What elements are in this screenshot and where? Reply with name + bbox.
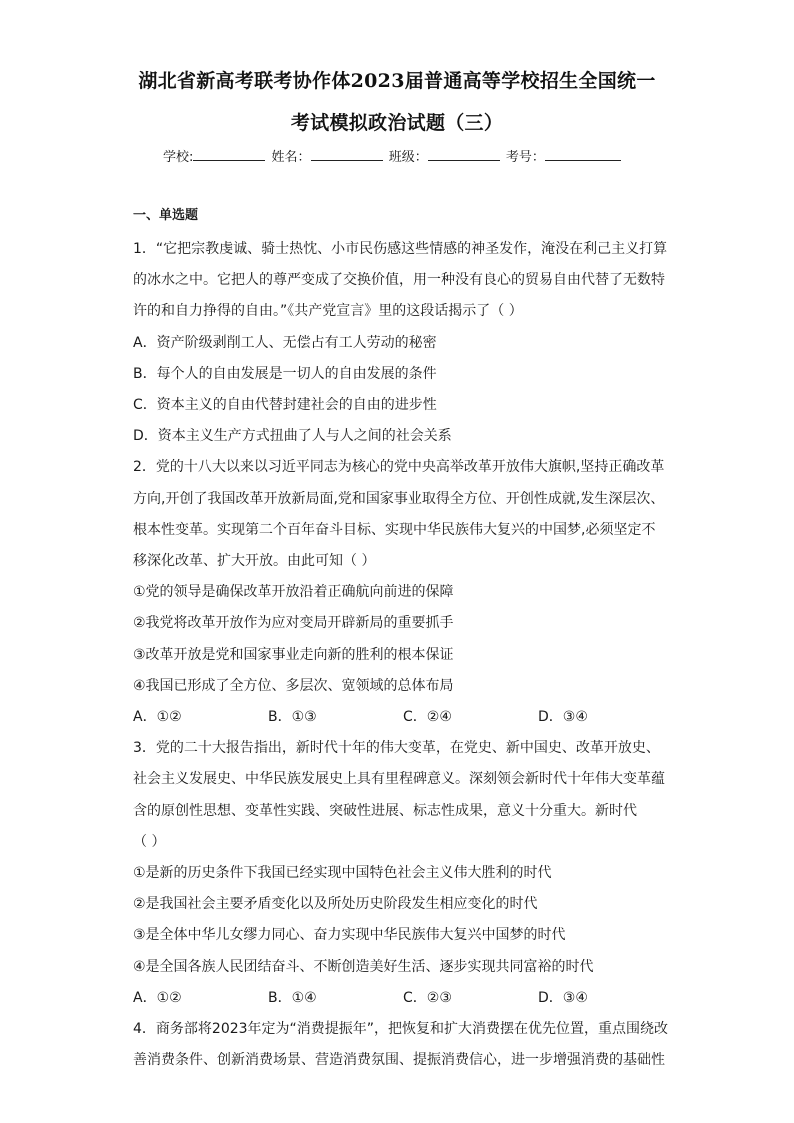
option-d: D．③④ <box>538 709 588 726</box>
statement-item: ③改革开放是党和国家事业走向新的胜利的根本保证 <box>133 646 454 663</box>
option-d: D．③④ <box>538 989 588 1006</box>
question-text: 2．党的十八大以来以习近平同志为核心的党中央高举改革开放伟大旗帜,坚持正确改革 <box>133 459 665 476</box>
option-b: B．每个人的自由发展是一切人的自由发展的条件 <box>133 365 437 382</box>
school-label: 学校: <box>163 150 194 165</box>
question-text: 移深化改革、扩大开放。由此可知（ ） <box>133 553 376 570</box>
statement-item: ④是全国各族人民团结奋斗、不断创造美好生活、逐步实现共同富裕的时代 <box>133 958 594 975</box>
option-c: C．②④ <box>403 709 452 726</box>
question-text: 3．党的二十大报告指出，新时代十年的伟大变革，在党史、新中国史、改革开放史、 <box>133 740 660 757</box>
class-blank[interactable] <box>428 148 500 161</box>
option-a: A．①② <box>133 709 182 726</box>
question-text: 4．商务部将2023年定为“消费提振年”，把恢复和扩大消费摆在优先位置，重点围绕改 <box>133 1021 669 1038</box>
question-text: 1．“它把宗教虔诚、骑士热忱、小市民伤感这些情感的神圣发作，淹没在利己主义打算 <box>133 241 668 257</box>
question-1 <box>133 234 673 452</box>
statement-item: ④我国已形成了全方位、多层次、宽领域的总体布局 <box>133 677 454 694</box>
name-blank[interactable] <box>311 148 383 161</box>
question-text: 社会主义发展史、中华民族发展史上具有里程碑意义。深刻领会新时代十年伟大变革蕴 <box>133 771 665 788</box>
question-2 <box>133 452 673 733</box>
statement-item: ②是我国社会主要矛盾变化以及所处历史阶段发生相应变化的时代 <box>133 896 538 913</box>
option-a: A．资产阶级剥削工人、无偿占有工人劳动的秘密 <box>133 334 437 351</box>
name-label: 姓名： <box>271 150 311 165</box>
section-heading: 一、单选题 <box>133 208 199 223</box>
exam-title-line2: 考试模拟政治试题（三） <box>290 112 504 134</box>
option-b: B．①③ <box>268 709 317 726</box>
statement-item: ①党的领导是确保改革开放沿着正确航向前进的保障 <box>133 584 454 601</box>
option-c: C．②③ <box>403 989 452 1006</box>
options-row <box>133 983 673 1014</box>
statement-item: ②我党将改革开放作为应对变局开辟新局的重要抓手 <box>133 615 454 632</box>
option-d: D．资本主义生产方式扭曲了人与人之间的社会关系 <box>133 428 452 445</box>
student-info-row <box>163 146 623 165</box>
question-text: 善消费条件、创新消费场景、营造消费氛围、提振消费信心，进一步增强消费的基础性 <box>133 1052 665 1069</box>
question-3 <box>133 733 673 1014</box>
question-text: 根本性变革。实现第二个百年奋斗目标、实现中华民族伟大复兴的中国梦,必须坚定不 <box>133 521 656 538</box>
option-b: B．①④ <box>268 989 317 1006</box>
question-text: 方向,开创了我国改革开放新局面,党和国家事业取得全方位、开创性成就,发生深层次、 <box>133 490 665 507</box>
question-4 <box>133 1014 673 1076</box>
statement-item: ③是全体中华儿女缪力同心、奋力实现中华民族伟大复兴中国梦的时代 <box>133 927 566 944</box>
statement-item: ①是新的历史条件下我国已经实现中国特色社会主义伟大胜利的时代 <box>133 865 552 882</box>
option-a: A．①② <box>133 989 182 1006</box>
options-row <box>133 702 673 733</box>
school-blank[interactable] <box>193 148 265 161</box>
id-blank[interactable] <box>545 148 621 161</box>
question-text: 含的原创性思想、变革性实践、突破性进展、标志性成果，意义十分重大。新时代 <box>133 802 637 819</box>
id-label: 考号： <box>505 150 545 165</box>
question-text: 的冰水之中。它把人的尊严变成了交换价值，用一种没有良心的贸易自由代替了无数特 <box>133 272 665 289</box>
question-text: 许的和自力挣得的自由。”《共产党宣言》里的这段话揭示了（ ） <box>133 303 523 320</box>
exam-title-line1: 湖北省新高考联考协作体2023届普通高等学校招生全国统一 <box>138 70 656 92</box>
question-text: （ ） <box>133 833 166 850</box>
questions-area <box>133 206 673 1076</box>
option-c: C．资本主义的自由代替封建社会的自由的进步性 <box>133 397 437 414</box>
class-label: 班级： <box>388 150 428 165</box>
